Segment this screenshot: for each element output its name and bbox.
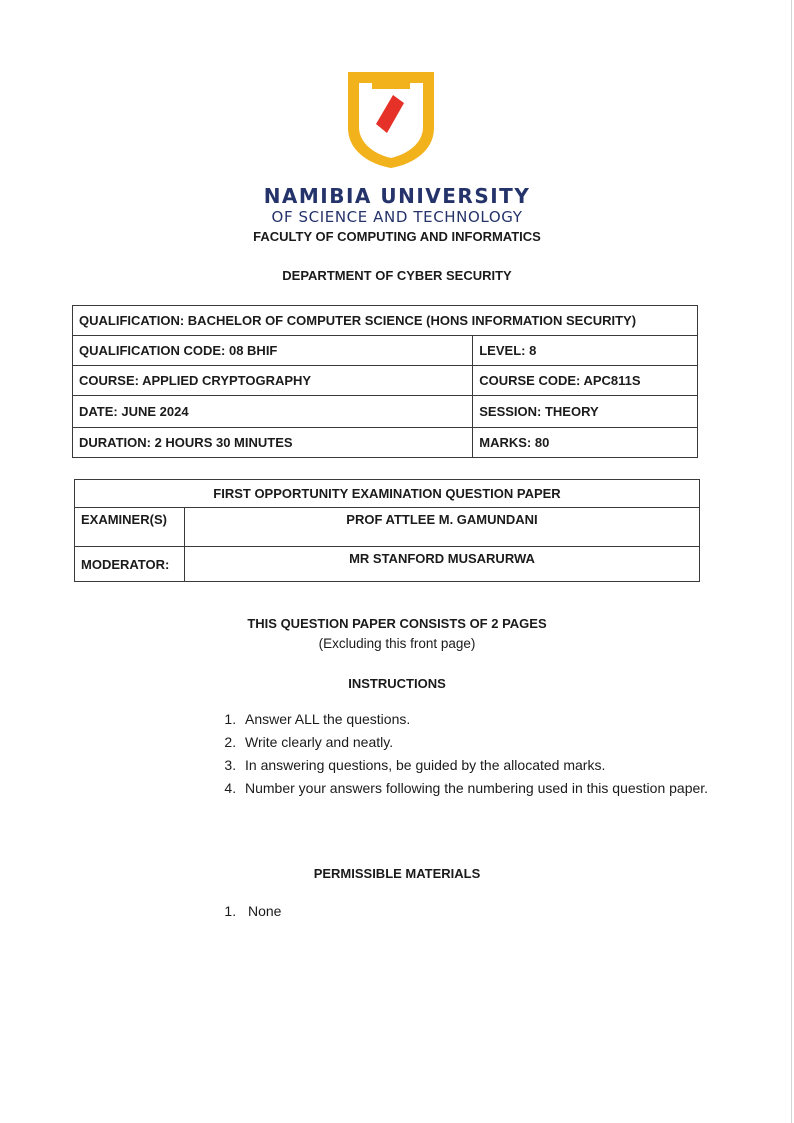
session-cell: SESSION: THEORY <box>473 396 698 428</box>
pages-note: THIS QUESTION PAPER CONSISTS OF 2 PAGES <box>247 616 547 631</box>
list-item: 1. None <box>240 900 540 923</box>
table-row <box>75 480 700 508</box>
qualification-code-cell: QUALIFICATION CODE: 08 BHIF <box>73 336 473 366</box>
table-row <box>73 396 698 428</box>
course-code-cell: COURSE CODE: APC811S <box>473 366 698 396</box>
course-cell: COURSE: APPLIED CRYPTOGRAPHY <box>73 366 473 396</box>
level-cell: LEVEL: 8 <box>473 336 698 366</box>
list-item: 4. Number your answers following the numbering used in this question paper. <box>240 777 720 800</box>
university-name: NAMIBIA UNIVERSITY <box>263 184 531 208</box>
faculty-name: FACULTY OF COMPUTING AND INFORMATICS <box>253 229 541 244</box>
list-item: 2. Write clearly and neatly. <box>240 731 720 754</box>
moderator-name-cell: MR STANFORD MUSARURWA <box>185 547 700 582</box>
exam-title-cell: FIRST OPPORTUNITY EXAMINATION QUESTION PAPER <box>75 480 700 508</box>
moderator-label-cell: MODERATOR: <box>75 547 185 582</box>
instructions-heading: INSTRUCTIONS <box>348 676 446 691</box>
page-edge <box>791 0 792 1123</box>
table-row <box>73 306 698 336</box>
marks-cell: MARKS: 80 <box>473 428 698 458</box>
university-subtitle: OF SCIENCE AND TECHNOLOGY <box>271 208 523 226</box>
logo-top-bar <box>372 83 410 89</box>
department-name: DEPARTMENT OF CYBER SECURITY <box>282 268 512 283</box>
examination-table <box>74 479 700 582</box>
table-row <box>73 428 698 458</box>
table-row <box>75 508 700 547</box>
materials-list <box>210 900 540 923</box>
table-row <box>75 547 700 582</box>
duration-cell: DURATION: 2 HOURS 30 MINUTES <box>73 428 473 458</box>
qualification-table <box>72 305 698 458</box>
list-item: 1. Answer ALL the questions. <box>240 708 720 731</box>
pages-subnote: (Excluding this front page) <box>318 636 476 651</box>
list-item: 3. In answering questions, be guided by the allocated marks. <box>240 754 720 777</box>
examiner-name-cell: PROF ATTLEE M. GAMUNDANI <box>185 508 700 547</box>
date-cell: DATE: JUNE 2024 <box>73 396 473 428</box>
table-row <box>73 366 698 396</box>
materials-heading: PERMISSIBLE MATERIALS <box>313 866 481 881</box>
university-logo <box>346 70 436 168</box>
qualification-cell: QUALIFICATION: BACHELOR OF COMPUTER SCIENCE (HONS INFORMATION SECURITY) <box>73 306 698 336</box>
instructions-list <box>210 708 720 800</box>
table-row <box>73 336 698 366</box>
examiner-label-cell: EXAMINER(S) <box>75 508 185 547</box>
